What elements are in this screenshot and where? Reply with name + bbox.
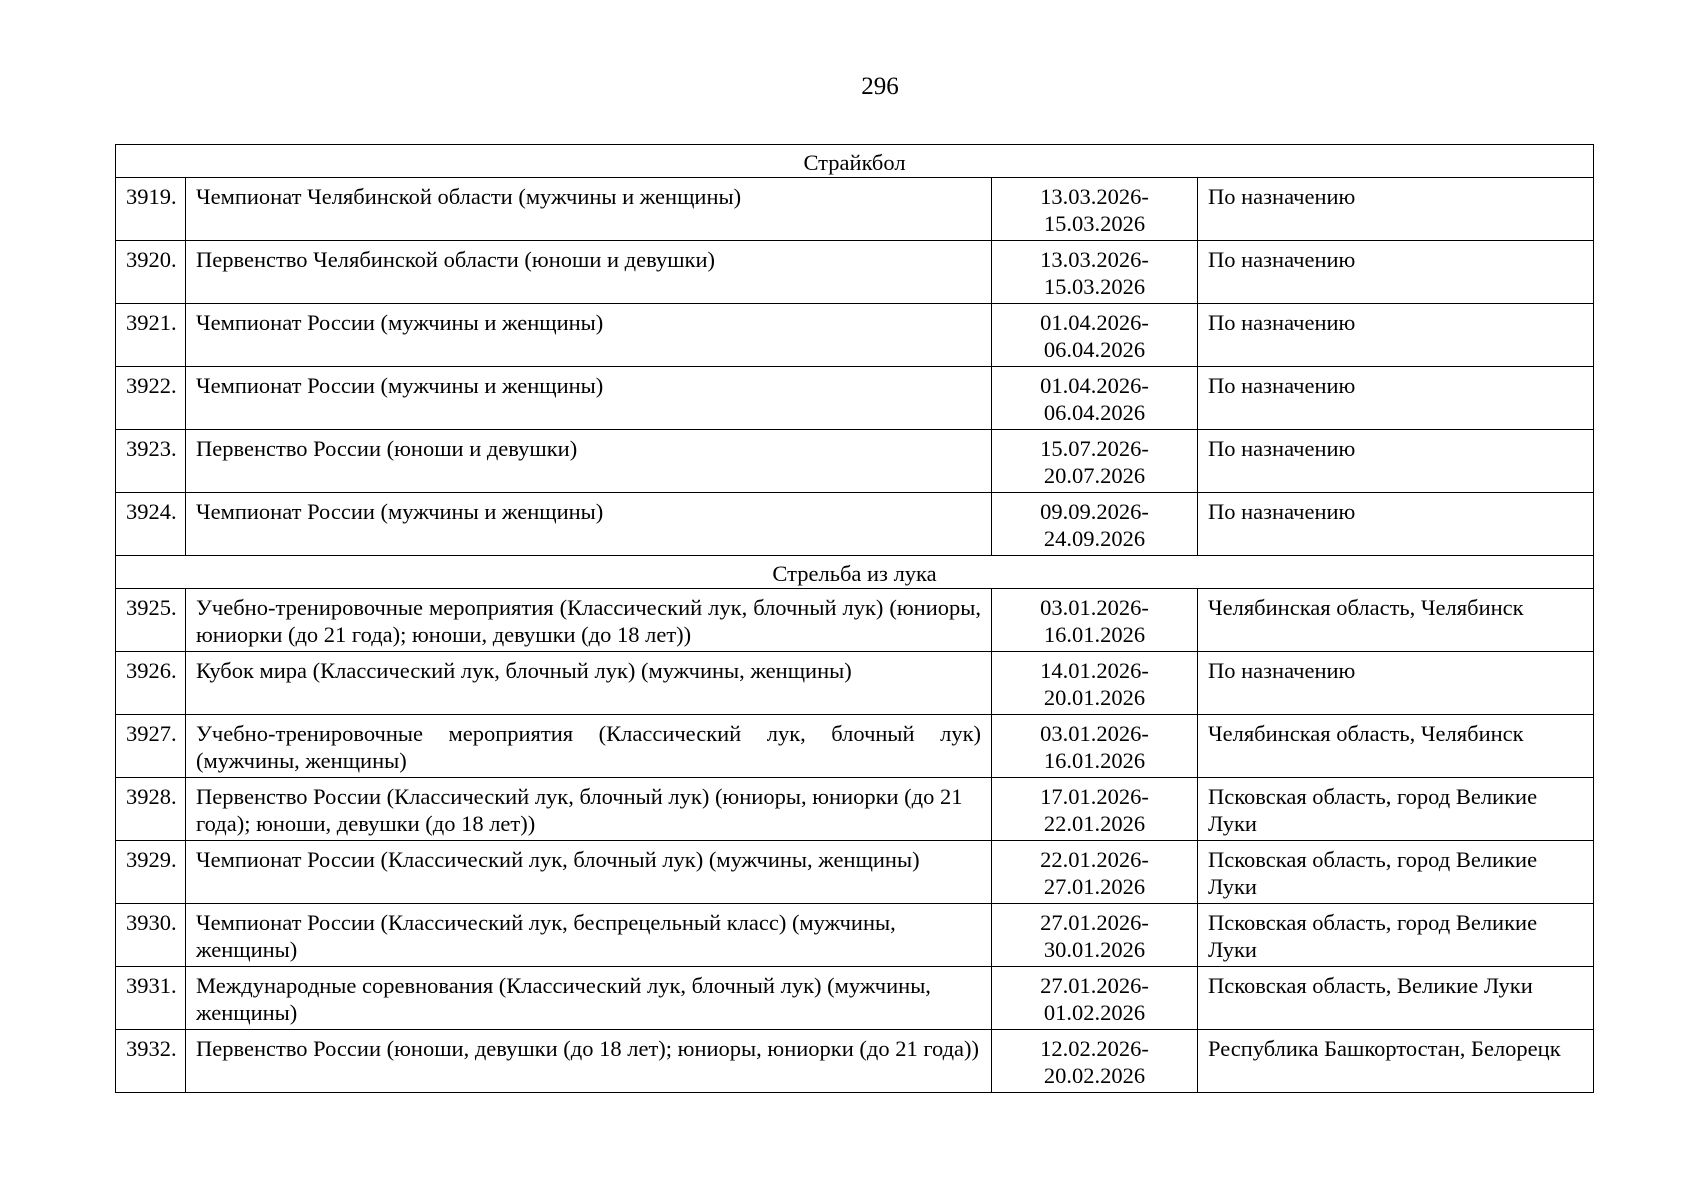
event-number: 3919. [116, 178, 186, 241]
event-dates [992, 367, 1198, 430]
date-end: 20.01.2026 [1043, 685, 1146, 710]
table-row [116, 367, 1594, 430]
table-row [116, 304, 1594, 367]
table-row [116, 967, 1594, 1030]
event-place: Псковская область, город Великие Луки [1198, 841, 1594, 904]
event-number: 3931. [116, 967, 186, 1030]
event-dates [992, 652, 1198, 715]
date-end: 16.01.2026 [1043, 622, 1146, 647]
event-name: Чемпионат России (мужчины и женщины) [186, 304, 992, 367]
event-place: Псковская область, Великие Луки [1198, 967, 1594, 1030]
date-end: 01.02.2026 [1043, 1000, 1146, 1025]
event-name: Чемпионат России (Классический лук, беспрецельный класс) (мужчины, женщины) [186, 904, 992, 967]
event-dates [992, 430, 1198, 493]
date-start: 03.01.2026- [1040, 721, 1149, 746]
event-dates [992, 493, 1198, 556]
date-end: 20.07.2026 [1043, 463, 1146, 488]
event-dates [992, 967, 1198, 1030]
table-row [116, 1030, 1594, 1093]
event-dates [992, 1030, 1198, 1093]
section-title: Страйкбол [116, 145, 1594, 178]
section-header-row [116, 145, 1594, 178]
date-end: 06.04.2026 [1043, 337, 1146, 362]
event-name: Учебно-тренировочные мероприятия (Классический лук, блочный лук) (юниоры, юниорки (до 21 года); юноши, девушки (до 18 лет)) [186, 589, 992, 652]
page-number: 296 [861, 73, 899, 100]
date-start: 27.01.2026- [1040, 973, 1149, 998]
event-name: Первенство России (Классический лук, блочный лук) (юниоры, юниорки (до 21 года); юноши, девушки (до 18 лет)) [186, 778, 992, 841]
event-place: Челябинская область, Челябинск [1198, 715, 1594, 778]
event-name: Первенство Челябинской области (юноши и девушки) [186, 241, 992, 304]
event-dates [992, 715, 1198, 778]
event-number: 3925. [116, 589, 186, 652]
event-number: 3927. [116, 715, 186, 778]
date-end: 16.01.2026 [1043, 748, 1146, 773]
events-table [115, 144, 1594, 1093]
date-end: 24.09.2026 [1043, 526, 1146, 551]
event-dates [992, 241, 1198, 304]
date-start: 15.07.2026- [1040, 436, 1149, 461]
event-number: 3923. [116, 430, 186, 493]
event-number: 3928. [116, 778, 186, 841]
date-start: 17.01.2026- [1040, 784, 1149, 809]
event-dates [992, 589, 1198, 652]
event-place: Псковская область, город Великие Луки [1198, 904, 1594, 967]
table-row [116, 430, 1594, 493]
table-row [116, 652, 1594, 715]
date-start: 03.01.2026- [1040, 595, 1149, 620]
date-end: 15.03.2026 [1043, 274, 1146, 299]
date-start: 01.04.2026- [1040, 310, 1149, 335]
date-start: 27.01.2026- [1040, 910, 1149, 935]
date-start: 01.04.2026- [1040, 373, 1149, 398]
date-start: 14.01.2026- [1040, 658, 1149, 683]
event-name: Чемпионат Челябинской области (мужчины и женщины) [186, 178, 992, 241]
event-number: 3921. [116, 304, 186, 367]
date-start: 22.01.2026- [1040, 847, 1149, 872]
section-header-row [116, 556, 1594, 589]
event-place: Республика Башкортостан, Белорецк [1198, 1030, 1594, 1093]
date-end: 15.03.2026 [1043, 211, 1146, 236]
event-name: Первенство России (юноши и девушки) [186, 430, 992, 493]
event-dates [992, 778, 1198, 841]
event-name: Международные соревнования (Классический лук, блочный лук) (мужчины, женщины) [186, 967, 992, 1030]
date-end: 27.01.2026 [1043, 874, 1146, 899]
date-end: 20.02.2026 [1043, 1063, 1146, 1088]
date-start: 13.03.2026- [1040, 184, 1149, 209]
table-row [116, 841, 1594, 904]
event-name: Первенство России (юноши, девушки (до 18 лет); юниоры, юниорки (до 21 года)) [186, 1030, 992, 1093]
event-number: 3926. [116, 652, 186, 715]
event-place: По назначению [1198, 304, 1594, 367]
event-dates [992, 304, 1198, 367]
table-row [116, 241, 1594, 304]
event-dates [992, 904, 1198, 967]
event-place: По назначению [1198, 493, 1594, 556]
event-place: По назначению [1198, 367, 1594, 430]
date-start: 13.03.2026- [1040, 247, 1149, 272]
date-start: 09.09.2026- [1040, 499, 1149, 524]
date-end: 22.01.2026 [1043, 811, 1146, 836]
event-number: 3922. [116, 367, 186, 430]
event-number: 3932. [116, 1030, 186, 1093]
table-row [116, 715, 1594, 778]
event-place: По назначению [1198, 652, 1594, 715]
event-place: По назначению [1198, 241, 1594, 304]
date-start: 12.02.2026- [1040, 1036, 1149, 1061]
event-number: 3920. [116, 241, 186, 304]
date-end: 06.04.2026 [1043, 400, 1146, 425]
event-name: Учебно-тренировочные мероприятия (Классический лук, блочный лук) (мужчины, женщины) [186, 715, 992, 778]
section-title: Стрельба из лука [116, 556, 1594, 589]
event-dates [992, 178, 1198, 241]
event-dates [992, 841, 1198, 904]
event-name: Чемпионат России (мужчины и женщины) [186, 367, 992, 430]
event-number: 3924. [116, 493, 186, 556]
table-row [116, 178, 1594, 241]
event-number: 3929. [116, 841, 186, 904]
table-row [116, 904, 1594, 967]
table-row [116, 493, 1594, 556]
table-row [116, 589, 1594, 652]
event-name: Чемпионат России (Классический лук, блочный лук) (мужчины, женщины) [186, 841, 992, 904]
event-place: Челябинская область, Челябинск [1198, 589, 1594, 652]
event-name: Чемпионат России (мужчины и женщины) [186, 493, 992, 556]
table-row [116, 778, 1594, 841]
event-place: Псковская область, город Великие Луки [1198, 778, 1594, 841]
date-end: 30.01.2026 [1043, 937, 1146, 962]
event-place: По назначению [1198, 430, 1594, 493]
event-name: Кубок мира (Классический лук, блочный лук) (мужчины, женщины) [186, 652, 992, 715]
event-number: 3930. [116, 904, 186, 967]
event-place: По назначению [1198, 178, 1594, 241]
